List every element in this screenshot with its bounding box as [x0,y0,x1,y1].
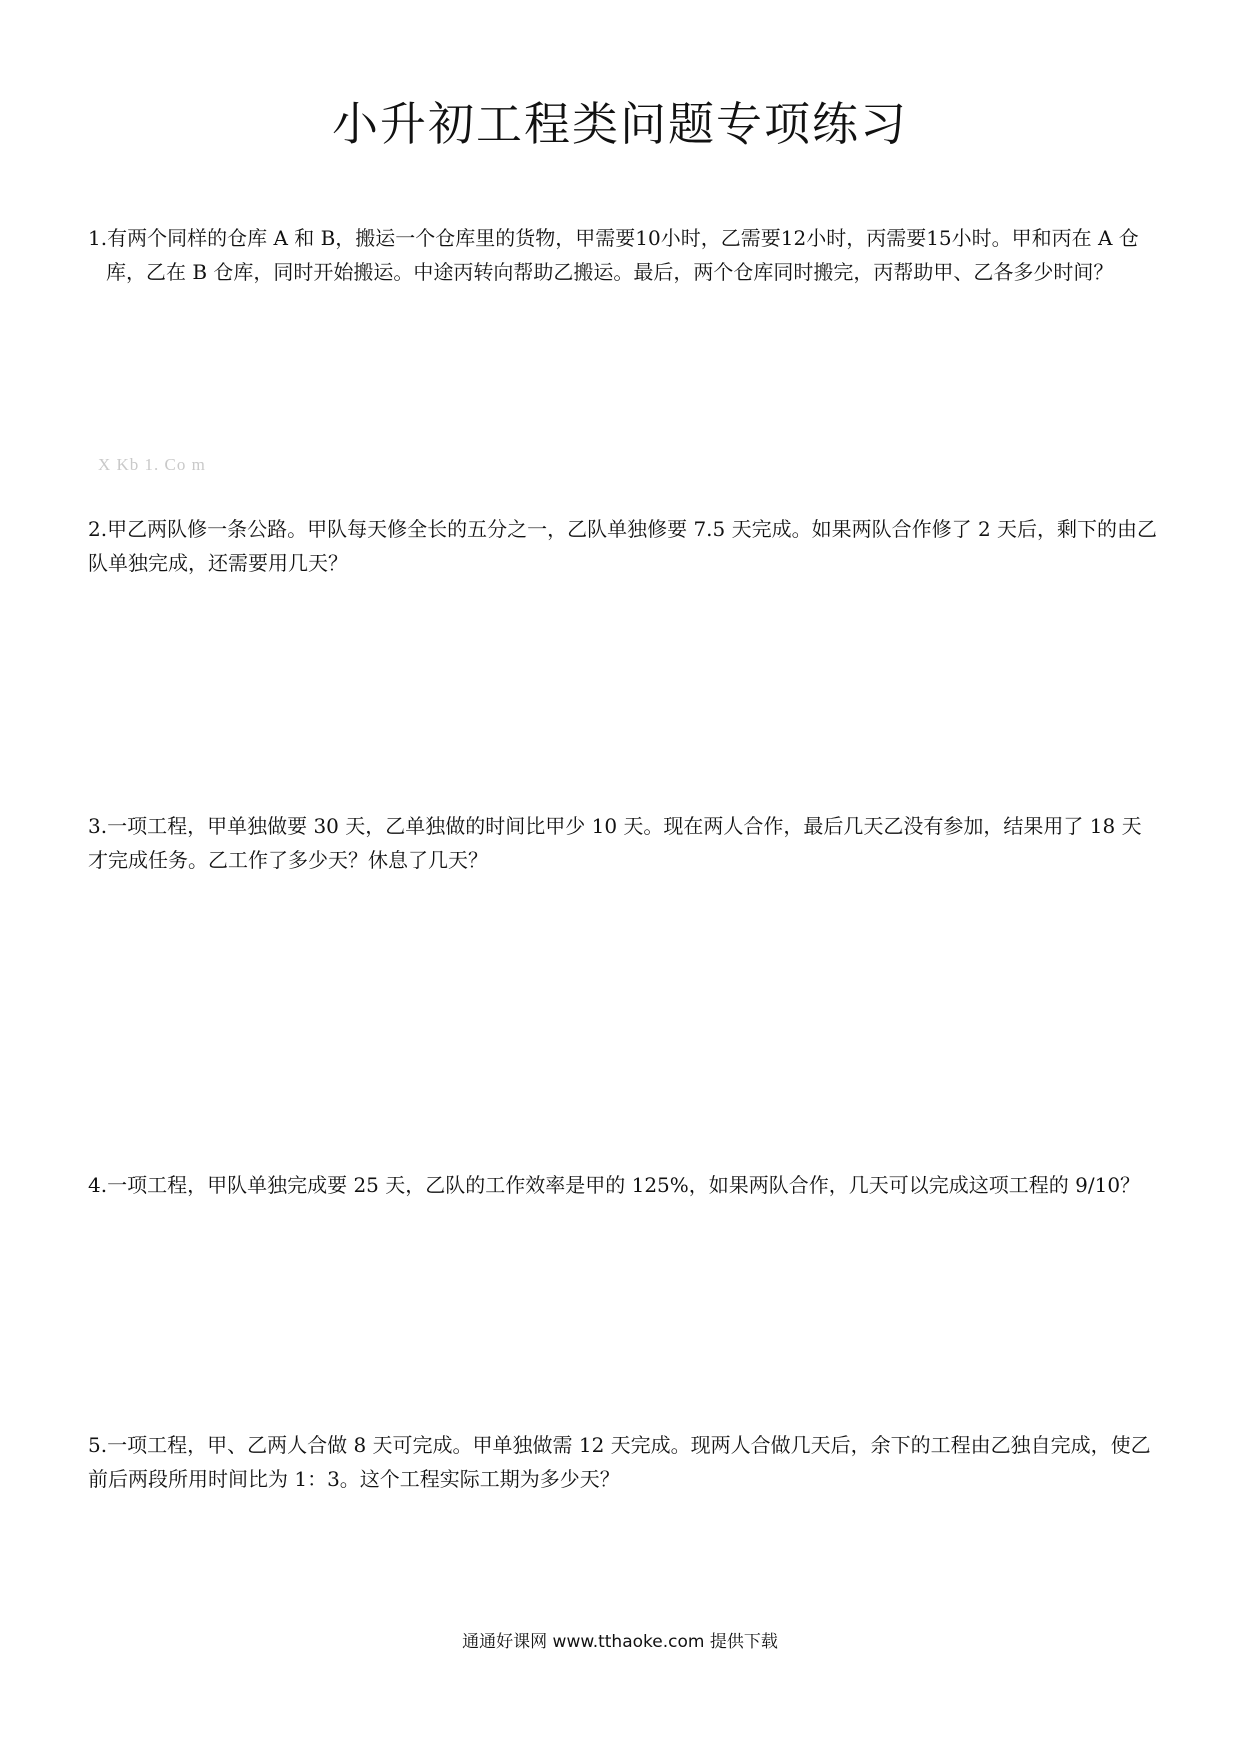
question-4: 4.一项工程，甲队单独完成要 25 天，乙队的工作效率是甲的 125%，如果两队合作，几天可以完成这项工程的 9/10？ [88,1173,1141,1197]
page-title: 小升初工程类问题专项练习 [332,97,908,151]
page-footer: 通通好课网 www.tthaoke.com 提供下载 [462,1632,778,1652]
question-2: 2.甲乙两队修一条公路。甲队每天修全长的五分之一，乙队单独修要 7.5 天完成。如果两队合作修了 2 天后，剩下的由乙队单独完成，还需要用几天？ [88,517,1158,575]
question-5: 5.一项工程，甲、乙两人合做 8 天可完成。甲单独做需 12 天完成。现两人合做几天后，余下的工程由乙独自完成，使乙前后两段所用时间比为 1：3。这个工程实际工期为多少天？ [88,1433,1151,1491]
question-3: 3.一项工程，甲单独做要 30 天，乙单独做的时间比甲少 10 天。现在两人合作，最后几天乙没有参加，结果用了 18 天才完成任务。乙工作了多少天？休息了几天？ [88,814,1142,872]
question-1: 1.有两个同样的仓库 A 和 B，搬运一个仓库里的货物，甲需要10小时，乙需要12小时，丙需要15小时。甲和丙在 A 仓库，乙在 B 仓库，同时开始搬运。中途丙转向帮助乙搬运。最后，两个仓库同时搬完，丙帮助甲、乙各多少时间？ [88,226,1139,284]
watermark-text: X Kb 1. Co m [98,455,206,474]
